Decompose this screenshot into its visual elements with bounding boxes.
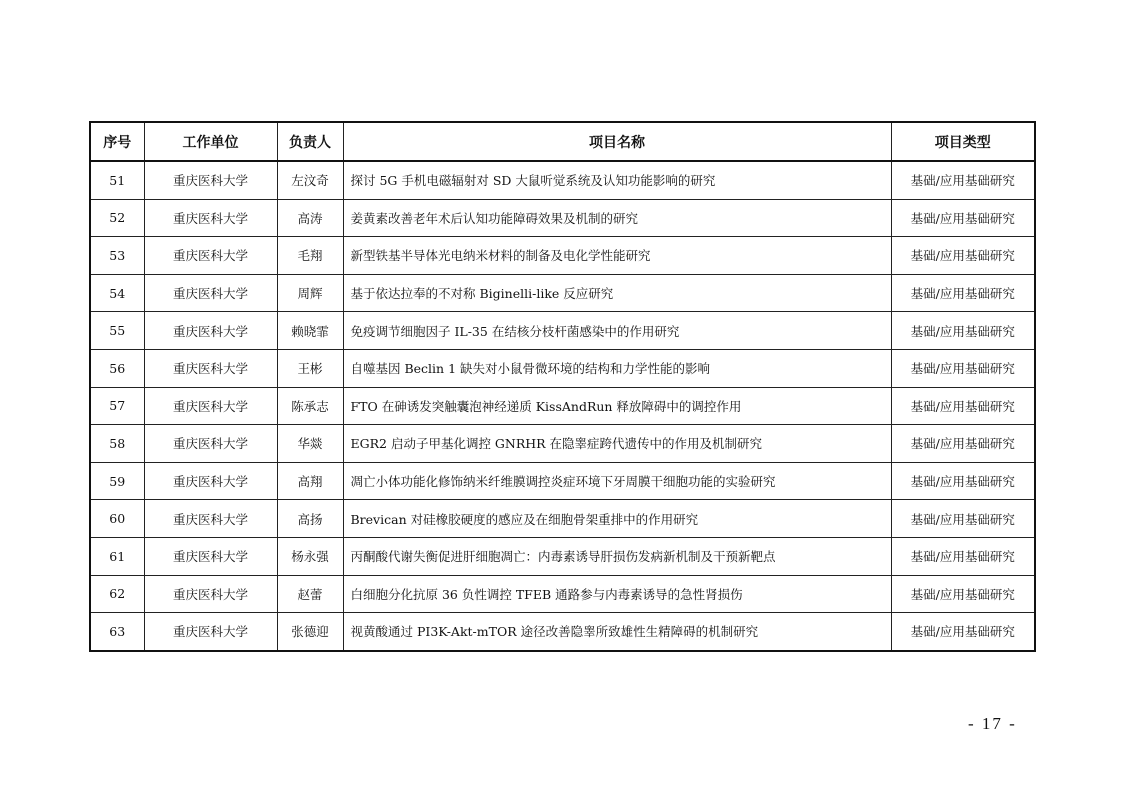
header-project-name: 项目名称 bbox=[343, 122, 891, 161]
cell-project-type: 基础/应用基础研究 bbox=[891, 161, 1035, 199]
cell-work-unit: 重庆医科大学 bbox=[144, 613, 277, 651]
cell-serial-number: 56 bbox=[90, 349, 144, 387]
cell-project-type: 基础/应用基础研究 bbox=[891, 237, 1035, 275]
cell-project-type: 基础/应用基础研究 bbox=[891, 199, 1035, 237]
cell-serial-number: 57 bbox=[90, 387, 144, 425]
cell-serial-number: 60 bbox=[90, 500, 144, 538]
header-serial-number: 序号 bbox=[90, 122, 144, 161]
cell-project-name: 姜黄素改善老年术后认知功能障碍效果及机制的研究 bbox=[343, 199, 891, 237]
cell-project-name: 自噬基因 Beclin 1 缺失对小鼠骨微环境的结构和力学性能的影响 bbox=[343, 349, 891, 387]
table-row bbox=[90, 237, 1035, 275]
cell-project-name: FTO 在砷诱发突触囊泡神经递质 KissAndRun 释放障碍中的调控作用 bbox=[343, 387, 891, 425]
cell-person-in-charge: 高扬 bbox=[277, 500, 343, 538]
table-row bbox=[90, 575, 1035, 613]
table-row bbox=[90, 537, 1035, 575]
cell-project-name: Brevican 对硅橡胶硬度的感应及在细胞骨架重排中的作用研究 bbox=[343, 500, 891, 538]
header-work-unit: 工作单位 bbox=[144, 122, 277, 161]
cell-serial-number: 53 bbox=[90, 237, 144, 275]
cell-project-type: 基础/应用基础研究 bbox=[891, 349, 1035, 387]
cell-project-type: 基础/应用基础研究 bbox=[891, 312, 1035, 350]
cell-person-in-charge: 高涛 bbox=[277, 199, 343, 237]
cell-project-type: 基础/应用基础研究 bbox=[891, 387, 1035, 425]
cell-work-unit: 重庆医科大学 bbox=[144, 462, 277, 500]
header-row bbox=[90, 122, 1035, 161]
header-person-in-charge: 负责人 bbox=[277, 122, 343, 161]
cell-project-name: EGR2 启动子甲基化调控 GNRHR 在隐睾症跨代遗传中的作用及机制研究 bbox=[343, 425, 891, 463]
cell-serial-number: 55 bbox=[90, 312, 144, 350]
cell-project-type: 基础/应用基础研究 bbox=[891, 500, 1035, 538]
cell-serial-number: 62 bbox=[90, 575, 144, 613]
cell-project-name: 新型铁基半导体光电纳米材料的制备及电化学性能研究 bbox=[343, 237, 891, 275]
table-row bbox=[90, 312, 1035, 350]
table-row bbox=[90, 462, 1035, 500]
cell-project-type: 基础/应用基础研究 bbox=[891, 575, 1035, 613]
cell-serial-number: 54 bbox=[90, 274, 144, 312]
cell-project-name: 探讨 5G 手机电磁辐射对 SD 大鼠听觉系统及认知功能影响的研究 bbox=[343, 161, 891, 199]
table-row bbox=[90, 500, 1035, 538]
cell-person-in-charge: 王彬 bbox=[277, 349, 343, 387]
cell-project-type: 基础/应用基础研究 bbox=[891, 425, 1035, 463]
table-row bbox=[90, 199, 1035, 237]
table-row bbox=[90, 425, 1035, 463]
cell-person-in-charge: 周辉 bbox=[277, 274, 343, 312]
cell-project-type: 基础/应用基础研究 bbox=[891, 274, 1035, 312]
table-row bbox=[90, 349, 1035, 387]
cell-work-unit: 重庆医科大学 bbox=[144, 349, 277, 387]
cell-person-in-charge: 高翔 bbox=[277, 462, 343, 500]
cell-person-in-charge: 毛翔 bbox=[277, 237, 343, 275]
cell-person-in-charge: 左汶奇 bbox=[277, 161, 343, 199]
table-body bbox=[90, 161, 1035, 651]
cell-serial-number: 63 bbox=[90, 613, 144, 651]
cell-work-unit: 重庆医科大学 bbox=[144, 537, 277, 575]
cell-project-name: 白细胞分化抗原 36 负性调控 TFEB 通路参与内毒素诱导的急性肾损伤 bbox=[343, 575, 891, 613]
cell-project-name: 基于依达拉奉的不对称 Biginelli-like 反应研究 bbox=[343, 274, 891, 312]
cell-project-name: 视黄酸通过 PI3K-Akt-mTOR 途径改善隐睾所致雄性生精障碍的机制研究 bbox=[343, 613, 891, 651]
cell-work-unit: 重庆医科大学 bbox=[144, 425, 277, 463]
cell-serial-number: 61 bbox=[90, 537, 144, 575]
page-number: - 17 - bbox=[968, 714, 1017, 733]
cell-project-name: 丙酮酸代谢失衡促进肝细胞凋亡：内毒素诱导肝损伤发病新机制及干预新靶点 bbox=[343, 537, 891, 575]
cell-work-unit: 重庆医科大学 bbox=[144, 312, 277, 350]
cell-person-in-charge: 赵蕾 bbox=[277, 575, 343, 613]
table-header bbox=[90, 122, 1035, 161]
table-row bbox=[90, 161, 1035, 199]
cell-work-unit: 重庆医科大学 bbox=[144, 274, 277, 312]
cell-person-in-charge: 杨永强 bbox=[277, 537, 343, 575]
table-row bbox=[90, 387, 1035, 425]
cell-serial-number: 58 bbox=[90, 425, 144, 463]
cell-work-unit: 重庆医科大学 bbox=[144, 575, 277, 613]
header-project-type: 项目类型 bbox=[891, 122, 1035, 161]
cell-serial-number: 51 bbox=[90, 161, 144, 199]
cell-serial-number: 59 bbox=[90, 462, 144, 500]
cell-work-unit: 重庆医科大学 bbox=[144, 199, 277, 237]
cell-project-type: 基础/应用基础研究 bbox=[891, 613, 1035, 651]
cell-person-in-charge: 赖晓霏 bbox=[277, 312, 343, 350]
cell-person-in-charge: 张德迎 bbox=[277, 613, 343, 651]
cell-person-in-charge: 陈承志 bbox=[277, 387, 343, 425]
cell-work-unit: 重庆医科大学 bbox=[144, 387, 277, 425]
table-row bbox=[90, 613, 1035, 651]
cell-work-unit: 重庆医科大学 bbox=[144, 237, 277, 275]
cell-project-name: 免疫调节细胞因子 IL-35 在结核分枝杆菌感染中的作用研究 bbox=[343, 312, 891, 350]
cell-serial-number: 52 bbox=[90, 199, 144, 237]
cell-project-name: 凋亡小体功能化修饰纳米纤维膜调控炎症环境下牙周膜干细胞功能的实验研究 bbox=[343, 462, 891, 500]
table-row bbox=[90, 274, 1035, 312]
cell-project-type: 基础/应用基础研究 bbox=[891, 537, 1035, 575]
project-table bbox=[89, 121, 1036, 652]
cell-person-in-charge: 华燚 bbox=[277, 425, 343, 463]
cell-work-unit: 重庆医科大学 bbox=[144, 500, 277, 538]
cell-work-unit: 重庆医科大学 bbox=[144, 161, 277, 199]
cell-project-type: 基础/应用基础研究 bbox=[891, 462, 1035, 500]
